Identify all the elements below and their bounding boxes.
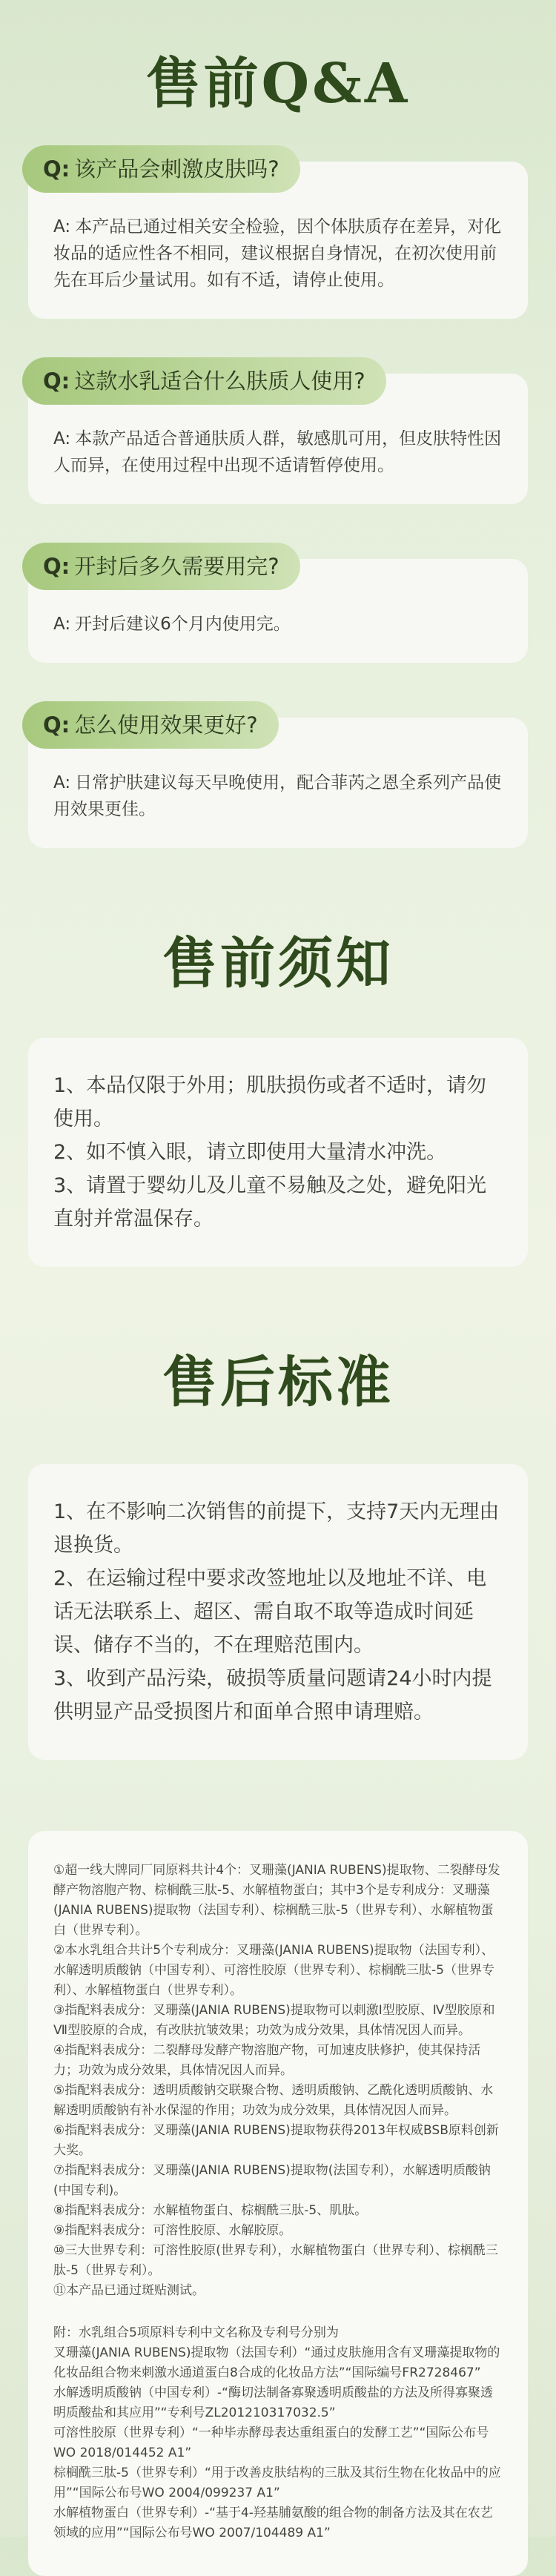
- footnote-divider: [53, 2301, 503, 2323]
- question-text: 该产品会刺激皮肤吗?: [74, 156, 279, 182]
- answer-text: 开封后建议6个月内使用完。: [75, 615, 291, 634]
- qa-section-title: 售前Q&A: [145, 52, 411, 116]
- footnote-item: ⑦指配料表成分：叉珊藻(JANIA RUBENS)提取物(法国专利），水解透明质酸钠(中国专利)。: [53, 2163, 491, 2198]
- footnote-item: ⑥指配料表成分：叉珊藻(JANIA RUBENS)提取物获得2013年权威BSB原料创新大奖。: [53, 2123, 499, 2158]
- question-text: 怎么使用效果更好?: [74, 712, 258, 738]
- footnote-item: ①超一线大牌同厂同原料共计4个：叉珊藻(JANIA RUBENS)提取物、二裂酵母发酵产物溶胞产物、棕榈酰三肽-5、水解植物蛋白；其中3个是专利成分：叉珊藻(JANIA RUBENS)提取物（法国专利）、棕榈酰三肽-5（世界专利）、水解植物蛋白（世界专利）。: [53, 1863, 500, 1938]
- qa-item-3: [28, 554, 528, 663]
- footnote-item: ②本水乳组合共计5个专利成分：叉珊藻(JANIA RUBENS)提取物（法国专利）、水解透明质酸钠（中国专利）、可溶性胶原（世界专利）、棕榈酰三肽-5（世界专利）、水解植物蛋白（世界专利）。: [53, 1943, 494, 1998]
- aftersale-line-3: 3、收到产品污染，破损等质量问题请24小时内提供明显产品受损图片和面单合照申请理赔。: [53, 1667, 492, 1724]
- presale-line-3: 3、请置于婴幼儿及儿童不易触及之处，避免阳光直射并常温保存。: [53, 1174, 487, 1231]
- question-prefix: Q:: [43, 712, 70, 738]
- question-pill: [22, 701, 279, 749]
- aftersale-line-1: 1、在不影响二次销售的前提下，支持7天内无理由退换货。: [53, 1500, 500, 1557]
- answer-prefix: A:: [53, 217, 71, 236]
- aftersale-card: [28, 1464, 528, 1760]
- footnote-item: ⑨指配料表成分：可溶性胶原、水解胶原。: [53, 2223, 292, 2238]
- footnote-item: ③指配料表成分：叉珊藻(JANIA RUBENS)提取物可以刺激Ⅰ型胶原、Ⅳ型胶原和Ⅶ型胶原的合成，有改肤抗皱效果；功效为成分效果，具体情况因人而异。: [53, 2003, 495, 2038]
- qa-item-2: [28, 368, 528, 504]
- answer-text: 本产品已通过相关安全检验，因个体肤质存在差异，对化妆品的适应性各不相同，建议根据自身情况，在初次使用前先在耳后少量试用。如有不适，请停止使用。: [53, 217, 502, 290]
- patent-item: 水解透明质酸钠（中国专利）-“酶切法制备寡聚透明质酸盐的方法及所得寡聚透明质酸盐和其应用”“专利号ZL201210317032.5”: [53, 2385, 493, 2420]
- patent-item: 叉珊藻(JANIA RUBENS)提取物（法国专利）“通过皮肤施用含有叉珊藻提取物的化妆品组合物来刺激水通道蛋白8合成的化妆品方法”“国际编号FR2728467”: [53, 2345, 500, 2380]
- presale-line-1: 1、本品仅限于外用；肌肤损伤或者不适时，请勿使用。: [53, 1074, 487, 1130]
- patent-item: 棕榈酰三肽-5（世界专利）“用于改善皮肤结构的三肽及其衍生物在化妆品中的应用”“国际公布号WO 2004/099237 A1”: [53, 2466, 501, 2500]
- question-text: 开封后多久需要用完?: [74, 554, 279, 579]
- patent-item: 水解植物蛋白（世界专利）-“基于4-羟基脯氨酸的组合物的制备方法及其在农艺领域的应用”“国际公布号WO 2007/104489 A1”: [53, 2506, 493, 2540]
- question-prefix: Q:: [43, 368, 70, 394]
- question-text: 这款水乳适合什么肤质人使用?: [74, 368, 365, 394]
- presale-section-title: 售前须知: [162, 932, 394, 996]
- aftersale-section-title: 售后标准: [162, 1351, 394, 1414]
- question-pill: [22, 357, 386, 405]
- footnote-item: ⑤指配料表成分：透明质酸钠交联聚合物、透明质酸钠、乙酰化透明质酸钠、水解透明质酸钠有补水保湿的作用；功效为成分效果，具体情况因人而异。: [53, 2083, 494, 2118]
- answer-text: 日常护肤建议每天早晚使用，配合菲芮之恩全系列产品使用效果更佳。: [53, 773, 502, 819]
- footnote-item: ⑪本产品已通过斑贴测试。: [53, 2283, 205, 2298]
- qa-item-4: [28, 712, 528, 848]
- footnote-item: ⑩三大世界专利：可溶性胶原(世界专利），水解植物蛋白（世界专利）、棕榈酰三肽-5（世界专利）。: [53, 2243, 498, 2278]
- question-prefix: Q:: [43, 554, 70, 579]
- answer-text: 本款产品适合普通肤质人群，敏感肌可用，但皮肤特性因人而异，在使用过程中出现不适请暂停使用。: [53, 429, 502, 475]
- aftersale-line-2: 2、在运输过程中要求改签地址以及地址不详、电话无法联系上、超区、需自取不取等造成时间延误、储存不当的，不在理赔范围内。: [53, 1567, 487, 1657]
- answer-prefix: A:: [53, 615, 71, 634]
- footnote-item: ⑧指配料表成分：水解植物蛋白、棕榈酰三肽-5、肌肽。: [53, 2203, 368, 2218]
- footnotes-card: [28, 1831, 528, 2576]
- answer-prefix: A:: [53, 773, 71, 792]
- presale-line-2: 2、如不慎入眼，请立即使用大量清水冲洗。: [53, 1141, 447, 1164]
- question-prefix: Q:: [43, 156, 70, 182]
- presale-card: [28, 1038, 528, 1267]
- qa-list: [0, 156, 556, 848]
- answer-prefix: A:: [53, 429, 71, 448]
- question-pill: [22, 145, 300, 193]
- patent-heading: 附：水乳组合5项原料专利中文名称及专利号分别为: [53, 2325, 339, 2340]
- question-pill: [22, 543, 300, 590]
- footnote-item: ④指配料表成分：二裂酵母发酵产物溶胞产物，可加速皮肤修护，使其保持活力；功效为成分效果，具体情况因人而异。: [53, 2043, 481, 2078]
- qa-item-1: [28, 156, 528, 319]
- patent-item: 可溶性胶原（世界专利）“一种毕赤酵母表达重组蛋白的发酵工艺”“国际公布号WO 2018/014452 A1”: [53, 2426, 489, 2460]
